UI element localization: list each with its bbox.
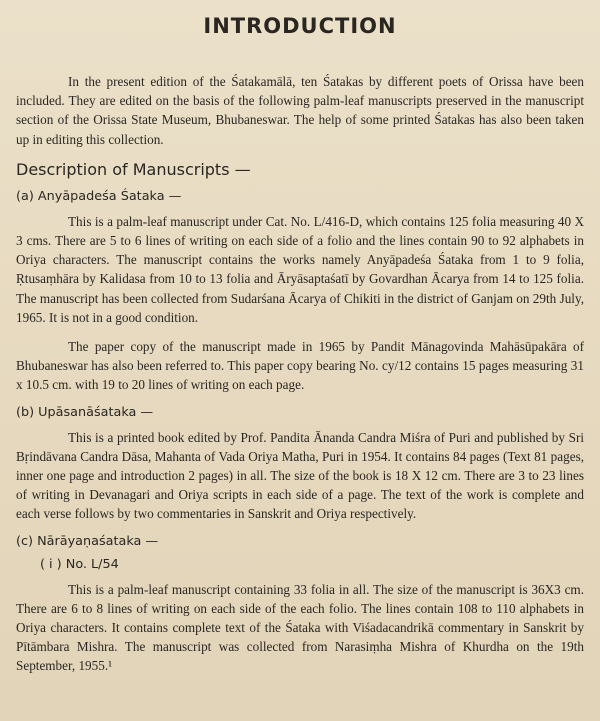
intro-paragraph: In the present edition of the Śatakamālā, ten Śatakas by different poets of Orissa have been included. They are edited on the basis of the following palm-leaf manuscripts preserved in the manuscript section of the Orissa State Museum, Bhubaneswar. The help of some printed Śatakas has also been taken up in editing this collection. <box>16 74 584 147</box>
subsection-heading-b: (b) Upāsanāśataka — <box>16 404 154 420</box>
paragraph-b-1: This is a printed book edited by Prof. Pandita Ānanda Candra Miśra of Puri and published by Sri Bṛindāvana Candra Dāsa, Mahanta of Vada Oriya Matha, Puri in 1954. It contains 84 pages (Text 81 pages, inner one page and introduction 2 pages) in all. The size of the book is 18 X 12 cm. There are 3 to 23 lines of writing in Devanagari and Oriya scripts in each side of a page. The text of the work is complete and each verse follows by two commentaries in Sanskrit and Oriya respectively. <box>16 429 584 522</box>
subsection-heading-c: (c) Nārāyaṇaśataka — <box>16 533 159 549</box>
section-heading: Description of Manuscripts — <box>16 159 251 179</box>
paragraph-c-1: This is a palm-leaf manuscript containing 33 folia in all. The size of the manuscript is 36X3 cm. There are 6 to 8 lines of writing on each side of the each folio. The lines contain 108 to 110 alphabets in Oriya characters. It contains complete text of the Śataka with Viśadacandrikā commentary in Sanskrit by Pītāmbara Mishra. The manuscript was collected from Narasiṃha Mishra of Khurdha on the 19th September, 1955.¹ <box>16 581 584 674</box>
page-title: INTRODUCTION <box>203 14 397 38</box>
sub-subsection-heading-c-i: ( i ) No. L/54 <box>40 556 119 572</box>
paragraph-a-1: This is a palm-leaf manuscript under Cat. No. L/416-D, which contains 125 folia measuring 40 X 3 cms. There are 5 to 6 lines of writing on each side of a folio and the lines contain 90 to 92 alphabets in Oriya characters. The manuscript contains the works namely Anyāpadeśa Śataka from 1 to 9 folia, Ṛtusaṃhāra by Kalidasa from 10 to 13 folia and Āryāsaptaśatī by Govardhan Ācarya from 14 to 125 folia. The manuscript has been collected from Sudarśana Ācarya of Chikiti in the district of Ganjam on 29th July, 1965. It is not in a good condition. <box>16 213 584 325</box>
subsection-heading-a: (a) Anyāpadeśa Śataka — <box>16 188 182 204</box>
paragraph-a-2: The paper copy of the manuscript made in 1965 by Pandit Mānagovinda Mahāsūpakāra of Bhubaneswar has also been referred to. This paper copy bearing No. cy/12 contains 15 pages measuring 31 x 10.5 cm. with 19 to 20 lines of writing on each page. <box>16 339 584 393</box>
